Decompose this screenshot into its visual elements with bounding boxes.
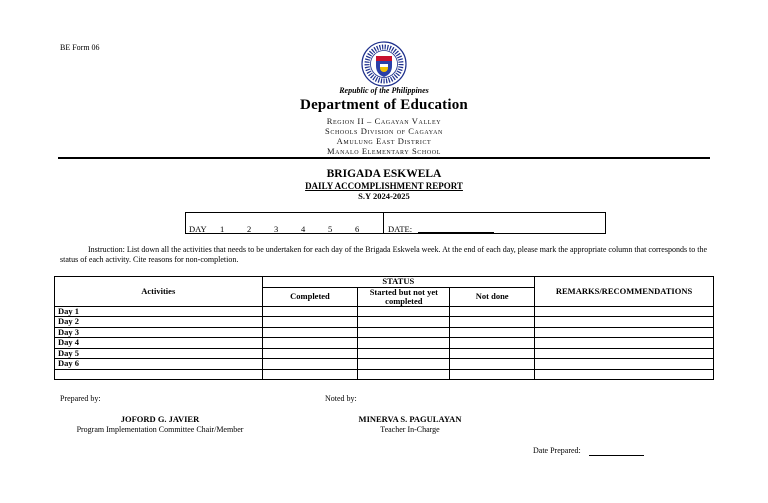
completed-header: Completed	[262, 287, 358, 306]
report-subtitle: DAILY ACCOMPLISHMENT REPORT	[305, 181, 463, 191]
row-day-label: Day 1	[55, 306, 263, 317]
prepared-by-name: JOFORD G. JAVIER	[120, 414, 200, 424]
deped-seal-icon	[361, 41, 407, 87]
remarks-cell[interactable]	[535, 306, 714, 317]
accomplishment-table	[54, 276, 714, 380]
started-cell[interactable]	[358, 348, 450, 359]
not-done-cell[interactable]	[450, 338, 535, 349]
date-prepared-field[interactable]	[589, 455, 644, 456]
district-line: Amulung East District	[336, 136, 432, 146]
division-line: Schools Division of Cagayan	[325, 126, 443, 136]
row-day-label: Day 3	[55, 327, 263, 338]
remarks-cell[interactable]	[535, 327, 714, 338]
not-done-cell[interactable]	[450, 306, 535, 317]
started-cell[interactable]	[358, 359, 450, 370]
table-row	[55, 348, 714, 359]
noted-by-label: Noted by:	[325, 394, 357, 403]
header-divider	[58, 157, 710, 159]
row-day-label: Day 2	[55, 317, 263, 328]
started-cell[interactable]	[358, 338, 450, 349]
row-day-label: Day 4	[55, 338, 263, 349]
day-option-3[interactable]: 3	[274, 224, 279, 234]
day-option-6[interactable]: 6	[355, 224, 360, 234]
form-code: BE Form 06	[60, 43, 100, 52]
school-year: S.Y 2024-2025	[358, 191, 410, 201]
completed-cell[interactable]	[262, 317, 358, 328]
started-cell[interactable]	[358, 306, 450, 317]
not-done-cell[interactable]	[450, 317, 535, 328]
completed-cell[interactable]	[262, 359, 358, 370]
republic-line: Republic of the Philippines	[339, 86, 429, 95]
table-row	[55, 359, 714, 370]
day-option-4[interactable]: 4	[301, 224, 306, 234]
day-label: DAY	[189, 224, 207, 234]
table-row	[55, 327, 714, 338]
box-divider	[383, 213, 384, 234]
table-row	[55, 317, 714, 328]
region-line: Region II – Cagayan Valley	[326, 116, 442, 126]
day-option-1[interactable]: 1	[220, 224, 225, 234]
table-row	[55, 369, 714, 380]
completed-cell[interactable]	[262, 348, 358, 359]
prepared-by-label: Prepared by:	[60, 394, 101, 403]
table-row	[55, 338, 714, 349]
day-date-box	[185, 212, 606, 234]
not-done-cell[interactable]	[450, 369, 535, 380]
table-row	[55, 306, 714, 317]
prepared-by-role: Program Implementation Committee Chair/Member	[76, 425, 244, 434]
day-option-2[interactable]: 2	[247, 224, 252, 234]
not-done-cell[interactable]	[450, 348, 535, 359]
completed-cell[interactable]	[262, 306, 358, 317]
remarks-cell[interactable]	[535, 317, 714, 328]
remarks-header: REMARKS/RECOMMENDATIONS	[535, 277, 714, 307]
noted-by-role: Teacher In-Charge	[380, 425, 440, 434]
row-day-label: Day 6	[55, 359, 263, 370]
remarks-cell[interactable]	[535, 338, 714, 349]
status-header: STATUS	[262, 277, 535, 288]
day-option-5[interactable]: 5	[328, 224, 333, 234]
started-cell[interactable]	[358, 317, 450, 328]
started-cell[interactable]	[358, 369, 450, 380]
activities-header: Activities	[55, 277, 263, 307]
started-cell[interactable]	[358, 327, 450, 338]
not-done-header: Not done	[450, 287, 535, 306]
report-title: BRIGADA ESKWELA	[326, 168, 442, 180]
not-done-cell[interactable]	[450, 327, 535, 338]
school-line: Manalo Elementary School	[327, 146, 441, 156]
not-done-cell[interactable]	[450, 359, 535, 370]
row-day-label	[55, 369, 263, 380]
completed-cell[interactable]	[262, 327, 358, 338]
started-header: Started but not yet completed	[358, 287, 450, 306]
instruction-text: Instruction: List down all the activities that needs to be undertaken for each day of the Brigada Eskwela week. At the end of each day, please mark the appropriate column that corresponds to the status of each activity. Cite reasons for non-completion.	[60, 245, 708, 264]
remarks-cell[interactable]	[535, 369, 714, 380]
date-field[interactable]	[418, 232, 494, 233]
remarks-cell[interactable]	[535, 348, 714, 359]
date-label: DATE:	[388, 224, 413, 234]
department-name: Department of Education	[300, 97, 468, 113]
row-day-label: Day 5	[55, 348, 263, 359]
completed-cell[interactable]	[262, 369, 358, 380]
date-prepared-label: Date Prepared:	[533, 446, 581, 455]
noted-by-name: MINERVA S. PAGULAYAN	[358, 414, 462, 424]
remarks-cell[interactable]	[535, 359, 714, 370]
completed-cell[interactable]	[262, 338, 358, 349]
